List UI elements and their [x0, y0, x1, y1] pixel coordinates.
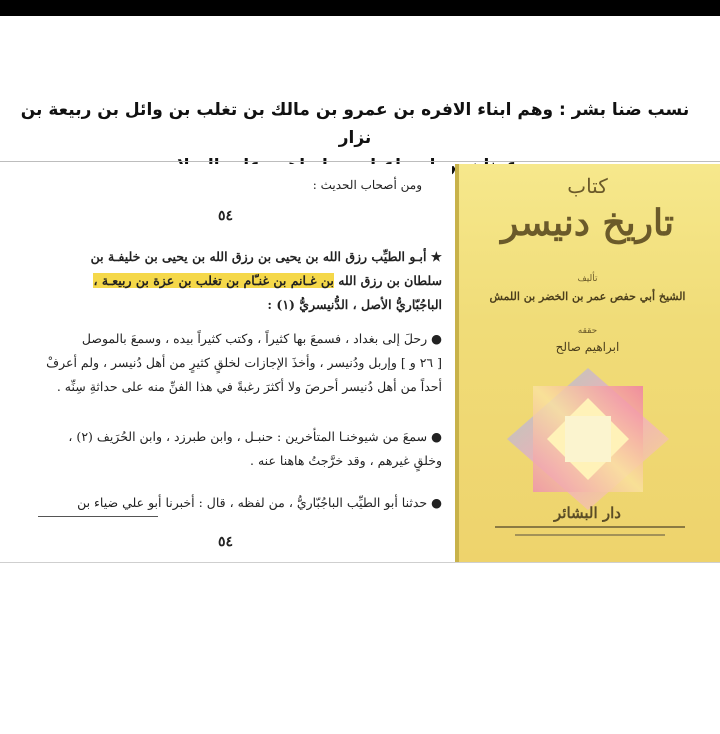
page-header: ومن أصحاب الحديث : — [312, 178, 422, 192]
entry-line-4: ● رحلَ إلى بغداد ، فسمعَ بها كثيراً ، وكتب كثيراً بيده ، وسمعَ بالموصل — [81, 331, 442, 346]
cover-geometric-ornament — [503, 364, 673, 514]
entry-line-2 — [38, 272, 442, 290]
publisher-rule-1 — [495, 526, 685, 528]
entry-line-6: أحداً من أهل دُنيسر أحرصَ ولا أكثرَ رغبةً في هذا الفنِّ منه على حداثةِ سِنِّه . — [56, 379, 442, 394]
entry-line-9: ● حدثنا أبو الطيِّب الباجُبّاريُّ ، من لفظه ، قال : أخبرنا أبو علي ضياء بن — [77, 495, 442, 510]
entry-line-2-text: سلطان بن رزق الله — [338, 273, 442, 288]
cover-editor-label: حققه — [577, 326, 598, 336]
cover-publisher: دار البشائر — [554, 504, 621, 522]
entry-number: ٥٤ — [218, 208, 234, 224]
caption-divider — [0, 161, 720, 162]
cover-editor: ابراهيم صالح — [555, 340, 620, 354]
highlighted-lineage: بن غـانم بن غنـّام بن تغلب بن عزة بن ربيعـة ، — [93, 273, 334, 288]
entry-line-5: [ ٢٦ و ] وإربل ودُنيسر ، وأخذَ الإجازات لخلقٍ كثيرٍ من أهل دُنيسر ، ولم أعرفْ — [46, 355, 442, 370]
cover-author-label: تأليف — [577, 274, 598, 284]
footnote-rule — [38, 516, 158, 517]
top-black-bar — [0, 0, 720, 16]
bottom-divider — [0, 562, 720, 563]
entry-line-1: ★ أبـو الطيِّب رزق الله بن يحيى بن رزق الله بن يحيى بن خليفـة بن — [90, 249, 442, 264]
caption-line-1: نسب ضنا بشر : وهم ابناء الافره بن عمرو بن مالك بن تغلب بن وائل بن ربيعة بن نزار — [20, 100, 690, 148]
publisher-rule-2 — [515, 534, 665, 536]
caption-line-2: بن — [441, 156, 464, 176]
footer-page-number: ٥٤ — [218, 534, 234, 550]
entry-line-7: ● سمعَ من شيوخنـا المتأخرين : حنبـل ، وابن طبرزد ، وابن الحُرَيف (٢) ، — [68, 429, 442, 444]
entry-line-3: الباجُبّاريُّ الأصل ، الدُّنيسريُّ (١) : — [267, 297, 442, 312]
entry-line-8: وخلقٍ غيرهم ، وقد خرَّجتُ هاهنا عنه . — [250, 453, 442, 468]
book-cover — [455, 164, 720, 562]
scanned-book-page — [28, 164, 452, 562]
cover-author: الشيخ أبي حفص عمر بن الخضر بن اللمش — [489, 290, 686, 303]
cover-title: تاريخ دنيسر — [500, 202, 675, 244]
cover-kitab: كتاب — [567, 174, 608, 198]
